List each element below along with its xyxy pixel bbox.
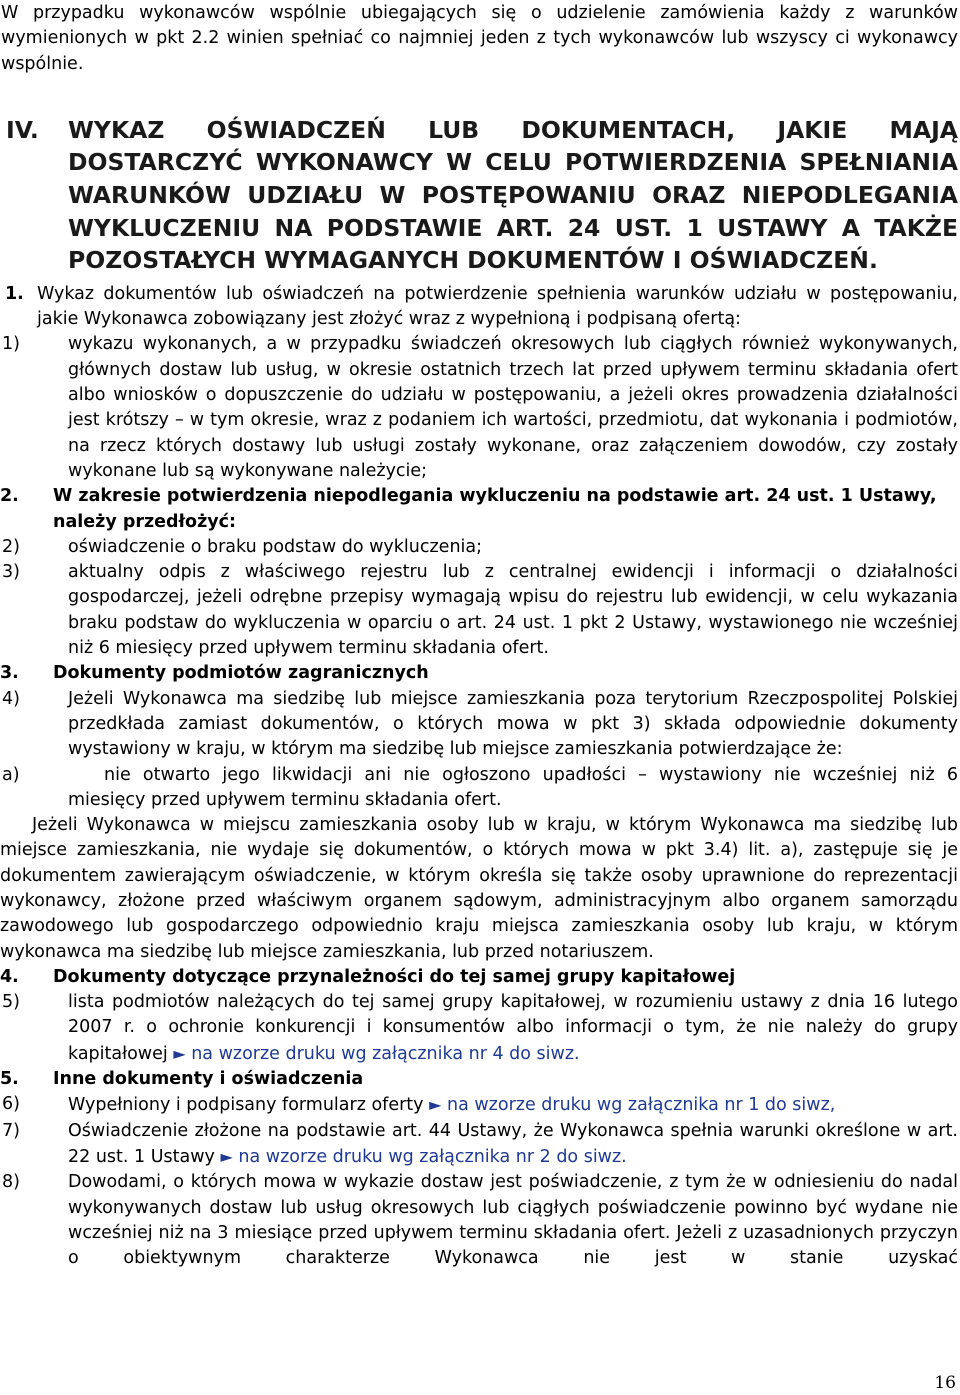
arrow-right-icon: ► <box>429 1095 442 1115</box>
list-item-3 <box>0 560 960 661</box>
section-4-number: 4. <box>0 966 19 987</box>
list-item-number: 3) <box>2 562 20 583</box>
section-3 <box>0 661 960 686</box>
list-item-6 <box>0 1092 960 1118</box>
list-item-number: 6) <box>2 1094 20 1115</box>
section-5-number: 5. <box>0 1069 19 1090</box>
attachment-reference: na wzorze druku wg załącznika nr 4 do siwz. <box>191 1043 580 1064</box>
section-2-number: 2. <box>0 486 19 507</box>
list-item-text <box>68 1092 958 1118</box>
list-item-number: 8) <box>2 1172 20 1193</box>
section-4-text: Dokumenty dotyczące przynależności do tej samej grupy kapitałowej <box>53 966 736 987</box>
list-item-body: lista podmiotów należących do tej samej grupy kapitałowej, w rozumieniu ustawy z dnia 16 lutego 2007 r. o ochronie konkurencji i konsumentów albo informacji o tym, że nie należy do grupy kapitałowej <box>68 992 958 1064</box>
list-item-body: Wypełniony i podpisany formularz oferty <box>68 1095 424 1116</box>
list-item-8 <box>0 1170 960 1271</box>
attachment-reference: na wzorze druku wg załącznika nr 1 do siwz, <box>446 1095 836 1116</box>
list-item-text: Jeżeli Wykonawca ma siedzibę lub miejsce zamieszkania poza terytorium Rzeczpospolitej Polskiej przedkłada zamiast dokumentów, o których mowa w pkt 3) składa odpowiednie dokumenty wystawiony w kraju, w którym ma siedzibę lub miejsce zamieszkania potwierdzające że: <box>68 688 958 760</box>
attachment-reference: na wzorze druku wg załącznika nr 2 do siwz. <box>238 1146 627 1167</box>
section-3-number: 3. <box>0 663 19 684</box>
chapter-heading <box>0 114 960 277</box>
list-item-5 <box>0 990 960 1067</box>
body-paragraph: Jeżeli Wykonawca w miejscu zamieszkania osoby lub w kraju, w którym Wykonawca ma siedzibę lub miejsce zamieszkania, nie wydaje się dokumentów, o których mowa w pkt 3.4) lit. a), zastępuje się je dokumentem zawierającym oświadczenie, w którym określa się także osoby uprawnione do reprezentacji wykonawcy, złożone przed właściwym organem sądowym, administracyjnym albo organem samorządu zawodowego lub gospodarczego odpowiednio kraju miejsca zamieszkania osoby lub kraju, w którym wykonawca ma siedzibę lub miejsce zamieszkania, lub przed notariuszem. <box>0 815 958 962</box>
list-item-body: Oświadczenie złożone na podstawie art. 44 Ustawy, że Wykonawca spełnia warunki określone w art. 22 ust. 1 Ustawy <box>68 1120 958 1167</box>
page-number: 16 <box>934 1373 956 1393</box>
list-item-number: 4) <box>2 688 20 709</box>
list-item-text: wykazu wykonanych, a w przypadku świadczeń okresowych lub ciągłych również wykonywanych, głównych dostaw lub usług, w okresie ostatnich trzech lat przed upływem terminu składania ofert albo wniosków o dopuszczenie do udziału w postępowaniu, a jeżeli okres prowadzenia działalności jest krótszy – w tym okresie, wraz z podaniem ich wartości, przedmiotu, dat wykonania i podmiotów, na rzecz których dostawy lub usługi zostały wykonane, oraz załączeniem dowodów, czy zostały wykonane lub są wykonywane należycie; <box>68 334 958 481</box>
section-3-text: Dokumenty podmiotów zagranicznych <box>53 663 429 684</box>
section-1 <box>0 282 960 333</box>
section-5 <box>0 1067 960 1092</box>
section-2-text: W zakresie potwierdzenia niepodlegania wykluczeniu na podstawie art. 24 ust. 1 Ustawy, należy przedłożyć: <box>53 486 937 532</box>
list-item-number: 1) <box>2 334 20 355</box>
section-1-number: 1. <box>5 283 24 304</box>
arrow-right-icon: ► <box>220 1146 233 1166</box>
section-5-text: Inne dokumenty i oświadczenia <box>53 1069 364 1090</box>
list-item-text <box>68 990 958 1067</box>
section-1-text: Wykaz dokumentów lub oświadczeń na potwierdzenie spełnienia warunków udziału w postępowaniu, jakie Wykonawca zobowiązany jest złożyć wraz z wypełnioną i podpisaną ofertą: <box>37 283 958 330</box>
list-item-number: 7) <box>2 1120 20 1141</box>
sub-item-a <box>0 763 960 788</box>
list-item-7 <box>0 1119 960 1171</box>
list-item-text: Dowodami, o których mowa w wykazie dostaw jest poświadczenie, z tym że w odniesieniu do nadal wykonywanych dostaw lub usług okresowych lub ciągłych poświadczenie powinno być wydane nie wcześniej niż na 3 miesiące przed upływem terminu składania ofert. Jeżeli z uzasadnionych przyczyn o obiektywnym charakterze Wykonawca nie jest w stanie uzyskać <box>68 1172 958 1269</box>
section-2 <box>0 484 960 535</box>
arrow-right-icon: ► <box>173 1043 186 1063</box>
intro-paragraph: W przypadku wykonawców wspólnie ubiegających się o udzielenie zamówienia każdy z warunków wymienionych w pkt 2.2 winien spełniać co najmniej jeden z tych wykonawców lub wszyscy ci wykonawcy wspólnie. <box>1 3 958 74</box>
sub-item-text: nie otwarto jego likwidacji ani nie ogłoszono upadłości – wystawiony nie wcześniej niż 6 <box>104 764 958 785</box>
list-item-2 <box>0 535 960 560</box>
chapter-number: IV. <box>6 115 39 144</box>
list-item-text: oświadczenie o braku podstaw do wykluczenia; <box>68 536 483 557</box>
sub-item-a-continuation: miesięcy przed upływem terminu składania ofert. <box>68 789 502 810</box>
list-item-number: 5) <box>2 992 20 1013</box>
section-4 <box>0 965 960 990</box>
sub-item-number: a) <box>2 764 20 785</box>
list-item-4 <box>0 687 960 763</box>
list-item-text: aktualny odpis z właściwego rejestru lub z centralnej ewidencji i informacji o działalności gospodarczej, jeżeli odrębne przepisy wymagają wpisu do rejestru lub ewidencji, w celu wykazania braku podstaw do wykluczenia w oparciu o art. 24 ust. 1 pkt 2 Ustawy, wystawionego nie wcześniej niż 6 miesięcy przed upływem terminu składania ofert. <box>68 562 958 659</box>
list-item-number: 2) <box>2 536 20 557</box>
chapter-title: WYKAZ OŚWIADCZEŃ LUB DOKUMENTACH, JAKIE MAJĄ DOSTARCZYĆ WYKONAWCY W CELU POTWIERDZENIA SPEŁNIANIA WARUNKÓW UDZIAŁU W POSTĘPOWANIU ORAZ NIEPODLEGANIA WYKLUCZENIU NA PODSTAWIE ART. 24 UST. 1 USTAWY A TAKŻE POZOSTAŁYCH WYMAGANYCH DOKUMENTÓW I OŚWIADCZEŃ. <box>68 115 958 275</box>
list-item-text <box>68 1119 958 1171</box>
document-page <box>0 1 960 1271</box>
list-item-1 <box>0 332 960 484</box>
